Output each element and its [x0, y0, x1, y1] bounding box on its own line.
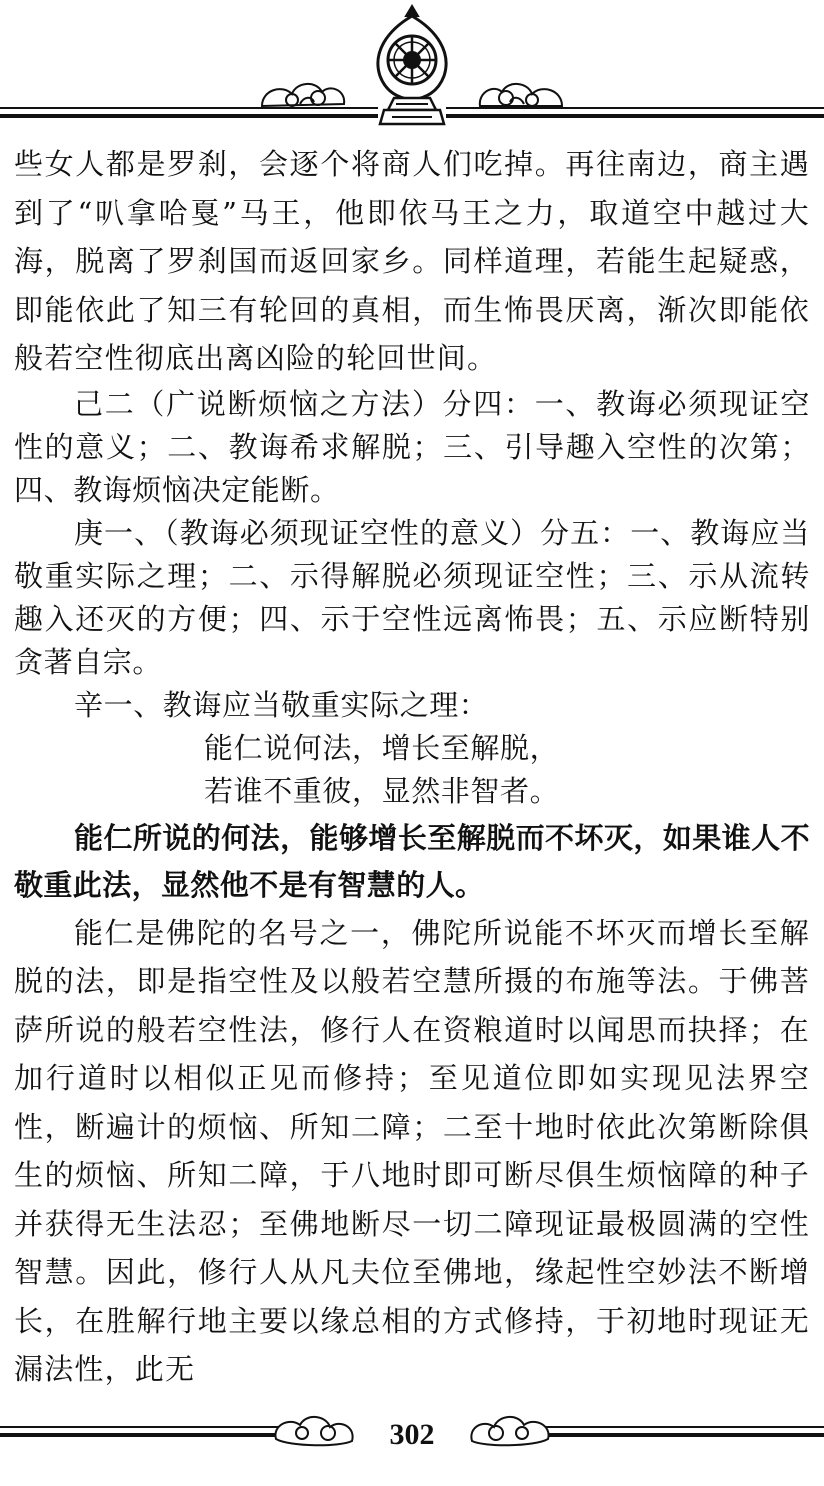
verse-line: 能仁说何法，增长至解脱，	[204, 730, 560, 765]
page-number: 302	[389, 1418, 435, 1451]
section-heading: 庚一、（教诲必须现证空性的意义）分五：一、教诲应当敬重实际之理；二、示得解脱必须现证空性；三、示从流转趣入还灭的方便；四、示于空性远离怖畏；五、示应断特别贪著自宗。	[14, 515, 810, 679]
left-cloud-icon	[262, 84, 344, 106]
right-cloud-icon	[480, 84, 562, 106]
body-paragraph: 些女人都是罗刹，会逐个将商人们吃掉。再往南边，商主遇到了“叭拿哈戛”马王，他即依马王之力，取道空中越过大海，脱离了罗刹国而返回家乡。同样道理，若能生起疑惑，即能依此了知三有轮回的真相，而生怖畏厌离，渐次即能依般若空性彻底出离凶险的轮回世间。	[14, 147, 810, 375]
verse-line: 若谁不重彼，显然非智者。	[204, 773, 560, 808]
section-heading: 辛一、教诲应当敬重实际之理：	[74, 687, 489, 722]
body-paragraph: 能仁是佛陀的名号之一，佛陀所说能不坏灭而增长至解脱的法，即是指空性及以般若空慧所摄的布施等法。于佛菩萨所说的般若空性法，修行人在资粮道时以闻思而抉择；在加行道时以相似正见而修持；至见道位即如实现见法界空性，断遍计的烦恼、所知二障；二至十地时依此次第断除俱生的烦恼、所知二障，于八地时即可断尽俱生烦恼障的种子并获得无生法忍；至佛地断尽一切二障现证最极圆满的空性智慧。因此，修行人从凡夫位至佛地，缘起性空妙法不断增长，在胜解行地主要以缘总相的方式修持，于初地时现证无漏法性，此无	[14, 915, 810, 1386]
verse-explanation: 能仁所说的何法，能够增长至解脱而不坏灭，如果谁人不敬重此法，显然他不是有智慧的人。	[14, 820, 810, 902]
dharma-wheel-icon	[378, 6, 446, 124]
header-ornament	[0, 0, 824, 135]
page-content	[14, 140, 810, 1394]
section-heading: 己二（广说断烦恼之方法）分四：一、教诲必须现证空性的意义；二、教诲希求解脱；三、引导趣入空性的次第；四、教诲烦恼决定能断。	[14, 386, 810, 507]
